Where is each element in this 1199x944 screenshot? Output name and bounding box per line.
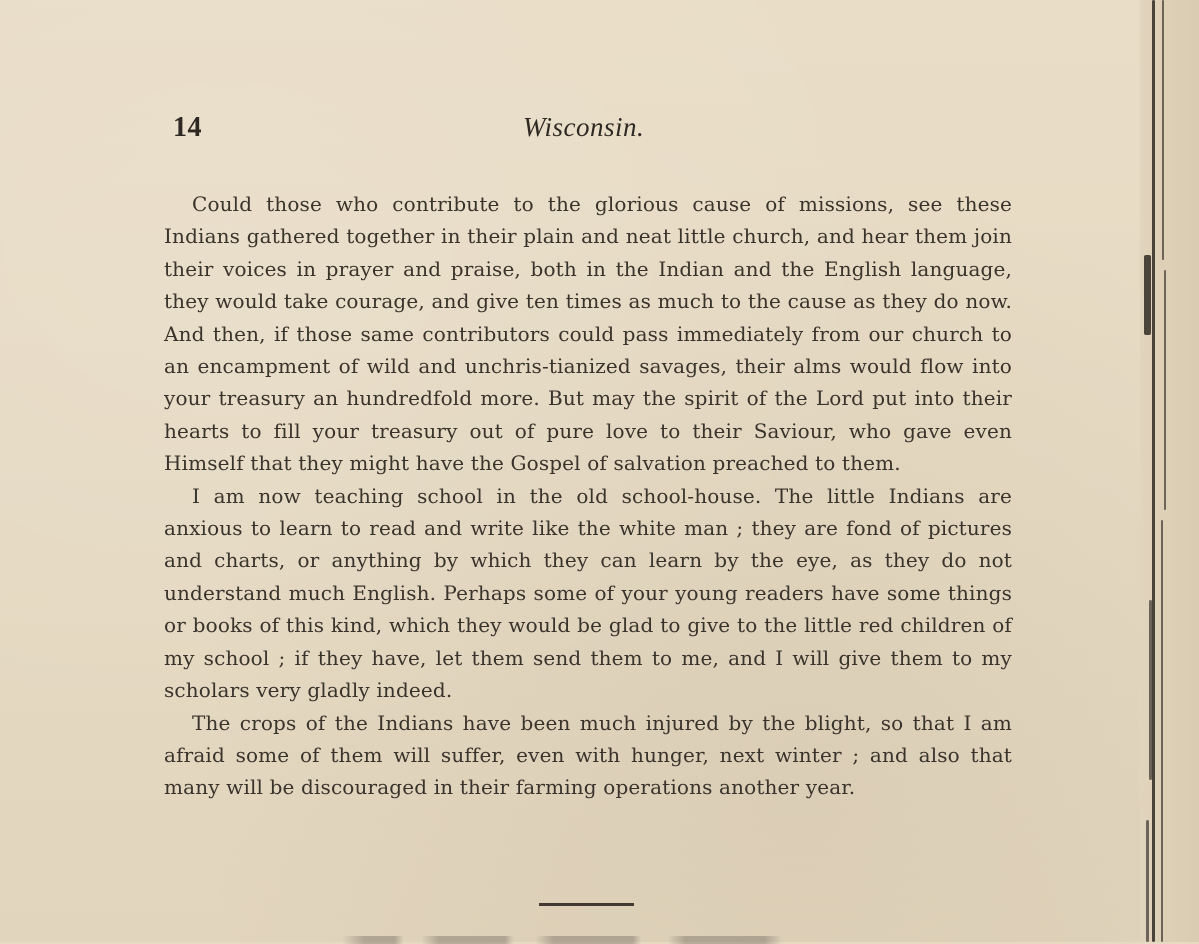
section-divider-rule (539, 903, 634, 906)
paragraph-3: The crops of the Indians have been much injured by the blight, so that I am afraid some of them will suffer, even with hunger, next winter ; and also that many will be discouraged in their farming operations another year. (164, 710, 1012, 800)
cropped-text-fragment (342, 936, 782, 944)
paragraph-2: I am now teaching school in the old school-house. The little Indians are anxious to learn to read and write like the white man ; they are fond of pictures and charts, or anything by which they can learn by the eye, as they do not understand much English. Perhaps some of your young readers have some things or books of this kind, which they would be glad to give to the little red children of my school ; if they have, let them send them to me, and I will give them to my scholars very gladly indeed. (164, 483, 1012, 703)
binding-edge-line (1164, 270, 1166, 510)
binding-edge-mark (1146, 820, 1149, 942)
binding-edge-mark (1144, 255, 1151, 335)
page-text (164, 188, 1012, 804)
binding-edge-line (1152, 0, 1155, 942)
page-number: 14 (173, 112, 202, 143)
page-right-edge (1140, 0, 1199, 942)
binding-edge-mark (1149, 600, 1152, 780)
running-title: Wisconsin. (523, 112, 645, 142)
binding-edge-line (1162, 0, 1164, 260)
paragraph-1: Could those who contribute to the glorious cause of missions, see these Indians gathered together in their plain and neat little church, and hear them join their voices in prayer and praise, both in the Indian and the English language, they would take courage, and give ten times as much to the cause as they do now. And then, if those same contributors could pass immediately from our church to an encampment of wild and unchris-tianized savages, their alms would flow into your treasury an hundredfold more. But may the spirit of the Lord put into their hearts to fill your treasury out of pure love to their Saviour, who gave even Himself that they might have the Gospel of salvation preached to them. (164, 192, 1012, 476)
page-header (173, 112, 1013, 152)
binding-edge-line (1161, 520, 1163, 942)
